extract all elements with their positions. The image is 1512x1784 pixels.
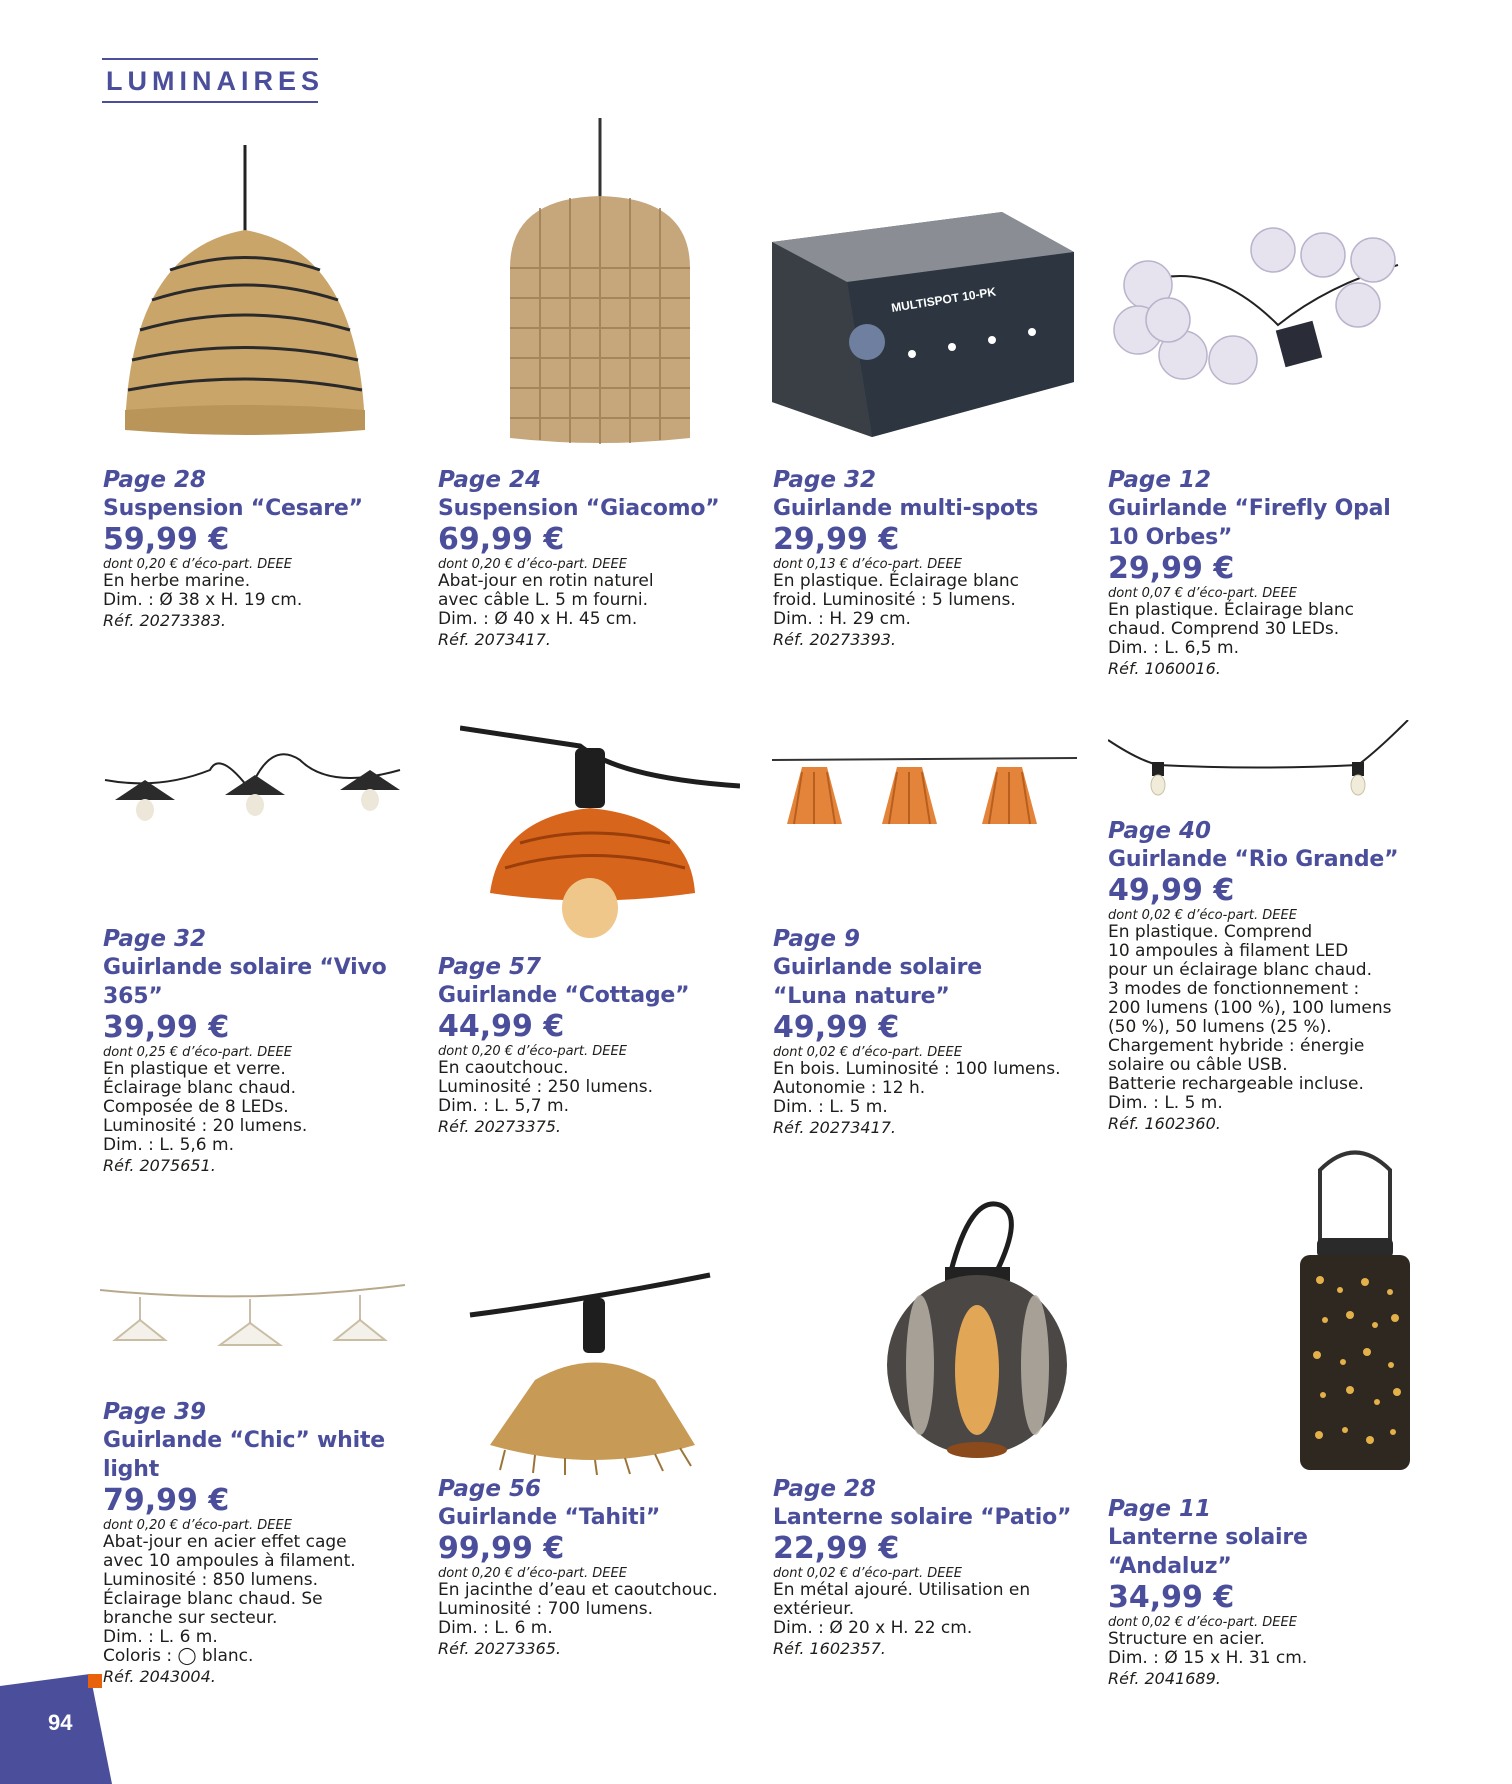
product-card bbox=[1108, 1495, 1418, 1689]
eco-participation: dont 0,02 € d’éco-part. DEEE bbox=[773, 1045, 962, 1060]
product-image-multispot bbox=[772, 212, 1074, 437]
product-description: En métal ajouré. Utilisation en extérieur. Dim. : Ø 20 x H. 22 cm. bbox=[773, 1580, 1031, 1638]
product-reference: Réf. 2073417. bbox=[438, 630, 551, 649]
eco-participation: dont 0,20 € d’éco-part. DEEE bbox=[438, 557, 627, 572]
product-name: Guirlande solaire “Vivo 365” bbox=[103, 955, 387, 1009]
product-price: 29,99 € bbox=[773, 522, 900, 557]
product-card bbox=[103, 925, 413, 1176]
straw-shade-icon bbox=[465, 1270, 715, 1475]
product-name: Lanterne solaire “Andaluz” bbox=[1108, 1525, 1308, 1579]
product-reference: Réf. 2041689. bbox=[1108, 1669, 1221, 1688]
eco-participation: dont 0,20 € d’éco-part. DEEE bbox=[438, 1566, 627, 1581]
product-description: En plastique et verre. Éclairage blanc chaud. Composée de 8 LEDs. Luminosité : 20 lumens. Dim. : L. 5,6 m. bbox=[103, 1059, 308, 1155]
orb-string-icon bbox=[1108, 225, 1408, 395]
product-image-tahiti bbox=[465, 1270, 715, 1475]
page-reference[interactable]: Page 12 bbox=[1108, 467, 1211, 493]
product-name: Guirlande “Firefly Opal 10 Orbes” bbox=[1108, 496, 1391, 550]
page-reference[interactable]: Page 9 bbox=[773, 926, 860, 952]
product-reference: Réf. 20273365. bbox=[438, 1639, 562, 1658]
page-reference[interactable]: Page 56 bbox=[438, 1476, 541, 1502]
product-price: 39,99 € bbox=[103, 1010, 230, 1045]
product-reference: Réf. 20273393. bbox=[773, 630, 897, 649]
page-reference[interactable]: Page 40 bbox=[1108, 818, 1211, 844]
product-card bbox=[773, 466, 1083, 650]
product-card bbox=[103, 466, 413, 631]
product-image-giacomo bbox=[500, 118, 700, 448]
dome-pendant-icon bbox=[110, 140, 380, 450]
page-reference[interactable]: Page 11 bbox=[1108, 1496, 1211, 1522]
product-description: En plastique. Comprend 10 ampoules à filament LED pour un éclairage blanc chaud. 3 modes de fonctionnement : 200 lumens (100 %), 100 lumens (50 %), 50 lumens (25 %). Chargement hybride : énergie solaire ou câble USB. Batterie rechargeable incluse. Dim. : L. 5 m. bbox=[1108, 922, 1392, 1113]
eco-participation: dont 0,02 € d’éco-part. DEEE bbox=[773, 1566, 962, 1581]
page-reference[interactable]: Page 39 bbox=[103, 1399, 206, 1425]
product-description: Abat-jour en acier effet cage avec 10 ampoules à filament. Luminosité : 850 lumens. Éclairage blanc chaud. Se branche sur secteur. Dim. : L. 6 m. Coloris : ◯ blanc. bbox=[103, 1532, 356, 1666]
eco-participation: dont 0,20 € d’éco-part. DEEE bbox=[103, 557, 292, 572]
product-price: 49,99 € bbox=[773, 1010, 900, 1045]
page-reference[interactable]: Page 28 bbox=[773, 1476, 876, 1502]
product-card bbox=[103, 1398, 413, 1687]
page-reference[interactable]: Page 32 bbox=[773, 467, 876, 493]
product-description: Structure en acier. Dim. : Ø 15 x H. 31 cm. bbox=[1108, 1629, 1308, 1668]
page-reference[interactable]: Page 57 bbox=[438, 954, 541, 980]
wood-shade-string-icon bbox=[772, 752, 1077, 832]
product-image-firefly bbox=[1108, 225, 1408, 395]
product-reference: Réf. 2043004. bbox=[103, 1667, 216, 1686]
product-reference: Réf. 20273417. bbox=[773, 1118, 897, 1137]
page-number: 94 bbox=[48, 1710, 73, 1735]
bulb-string-icon bbox=[1108, 720, 1413, 805]
product-reference: Réf. 1602360. bbox=[1108, 1114, 1221, 1133]
product-reference: Réf. 1060016. bbox=[1108, 659, 1221, 678]
white-cage-string-icon bbox=[100, 1275, 405, 1355]
product-image-cesare bbox=[110, 140, 380, 450]
product-description: Abat-jour en rotin naturel avec câble L. 5 m fourni. Dim. : Ø 40 x H. 45 cm. bbox=[438, 571, 654, 629]
product-description: En plastique. Éclairage blanc chaud. Comprend 30 LEDs. Dim. : L. 6,5 m. bbox=[1108, 600, 1354, 658]
product-card bbox=[1108, 817, 1418, 1134]
product-description: En caoutchouc. Luminosité : 250 lumens. Dim. : L. 5,7 m. bbox=[438, 1058, 654, 1116]
product-price: 79,99 € bbox=[103, 1483, 230, 1518]
product-price: 34,99 € bbox=[1108, 1580, 1235, 1615]
product-price: 69,99 € bbox=[438, 522, 565, 557]
product-reference: Réf. 1602357. bbox=[773, 1639, 886, 1658]
product-price: 44,99 € bbox=[438, 1009, 565, 1044]
eco-participation: dont 0,25 € d’éco-part. DEEE bbox=[103, 1045, 292, 1060]
product-card bbox=[773, 1475, 1083, 1659]
globe-lantern-icon bbox=[880, 1195, 1075, 1465]
eco-participation: dont 0,02 € d’éco-part. DEEE bbox=[1108, 908, 1297, 923]
product-name: Lanterne solaire “Patio” bbox=[773, 1505, 1072, 1530]
product-image-patio bbox=[880, 1195, 1075, 1465]
eco-participation: dont 0,20 € d’éco-part. DEEE bbox=[103, 1518, 292, 1533]
product-image-chic bbox=[100, 1275, 405, 1355]
product-name: Guirlande “Rio Grande” bbox=[1108, 847, 1399, 872]
product-reference: Réf. 20273375. bbox=[438, 1117, 562, 1136]
rattan-pendant-icon bbox=[500, 118, 700, 448]
product-price: 49,99 € bbox=[1108, 873, 1235, 908]
product-card bbox=[438, 1475, 748, 1659]
product-price: 99,99 € bbox=[438, 1531, 565, 1566]
product-name: Guirlande “Chic” white light bbox=[103, 1428, 386, 1482]
product-image-andaluz bbox=[1295, 1140, 1415, 1475]
product-description: En plastique. Éclairage blanc froid. Luminosité : 5 lumens. Dim. : H. 29 cm. bbox=[773, 571, 1019, 629]
product-price: 22,99 € bbox=[773, 1531, 900, 1566]
product-reference: Réf. 2075651. bbox=[103, 1156, 216, 1175]
product-image-cottage bbox=[460, 718, 740, 943]
product-image-vivo bbox=[100, 730, 405, 830]
product-description: En herbe marine. Dim. : Ø 38 x H. 19 cm. bbox=[103, 571, 303, 610]
product-reference: Réf. 20273383. bbox=[103, 611, 227, 630]
woven-shade-bulb-icon bbox=[460, 718, 740, 943]
cylinder-lantern-icon bbox=[1295, 1140, 1415, 1475]
product-name: Guirlande solaire “Luna nature” bbox=[773, 955, 982, 1009]
product-image-luna bbox=[772, 752, 1077, 832]
black-shade-string-icon bbox=[100, 730, 405, 830]
eco-participation: dont 0,02 € d’éco-part. DEEE bbox=[1108, 1615, 1297, 1630]
product-price: 29,99 € bbox=[1108, 551, 1235, 586]
multispot-box-icon bbox=[772, 212, 1074, 437]
product-image-rio bbox=[1108, 720, 1413, 805]
product-name: Suspension “Giacomo” bbox=[438, 496, 720, 521]
eco-participation: dont 0,20 € d’éco-part. DEEE bbox=[438, 1044, 627, 1059]
product-card bbox=[1108, 466, 1418, 679]
product-card bbox=[438, 953, 748, 1137]
page-reference[interactable]: Page 32 bbox=[103, 926, 206, 952]
page-reference[interactable]: Page 24 bbox=[438, 467, 541, 493]
product-name: Guirlande multi-spots bbox=[773, 496, 1039, 521]
page-reference[interactable]: Page 28 bbox=[103, 467, 206, 493]
product-name: Guirlande “Tahiti” bbox=[438, 1505, 661, 1530]
product-description: En bois. Luminosité : 100 lumens. Autonomie : 12 h. Dim. : L. 5 m. bbox=[773, 1059, 1061, 1117]
product-name: Suspension “Cesare” bbox=[103, 496, 363, 521]
product-card bbox=[438, 466, 748, 650]
eco-participation: dont 0,13 € d’éco-part. DEEE bbox=[773, 557, 962, 572]
product-name: Guirlande “Cottage” bbox=[438, 983, 690, 1008]
product-card bbox=[773, 925, 1083, 1138]
product-description: En jacinthe d’eau et caoutchouc. Luminosité : 700 lumens. Dim. : L. 6 m. bbox=[438, 1580, 718, 1638]
svg-text:MULTISPOT 10-PK: MULTISPOT 10-PK bbox=[890, 284, 997, 315]
section-title: LUMINAIRES bbox=[102, 58, 318, 103]
product-price: 59,99 € bbox=[103, 522, 230, 557]
eco-participation: dont 0,07 € d’éco-part. DEEE bbox=[1108, 586, 1297, 601]
